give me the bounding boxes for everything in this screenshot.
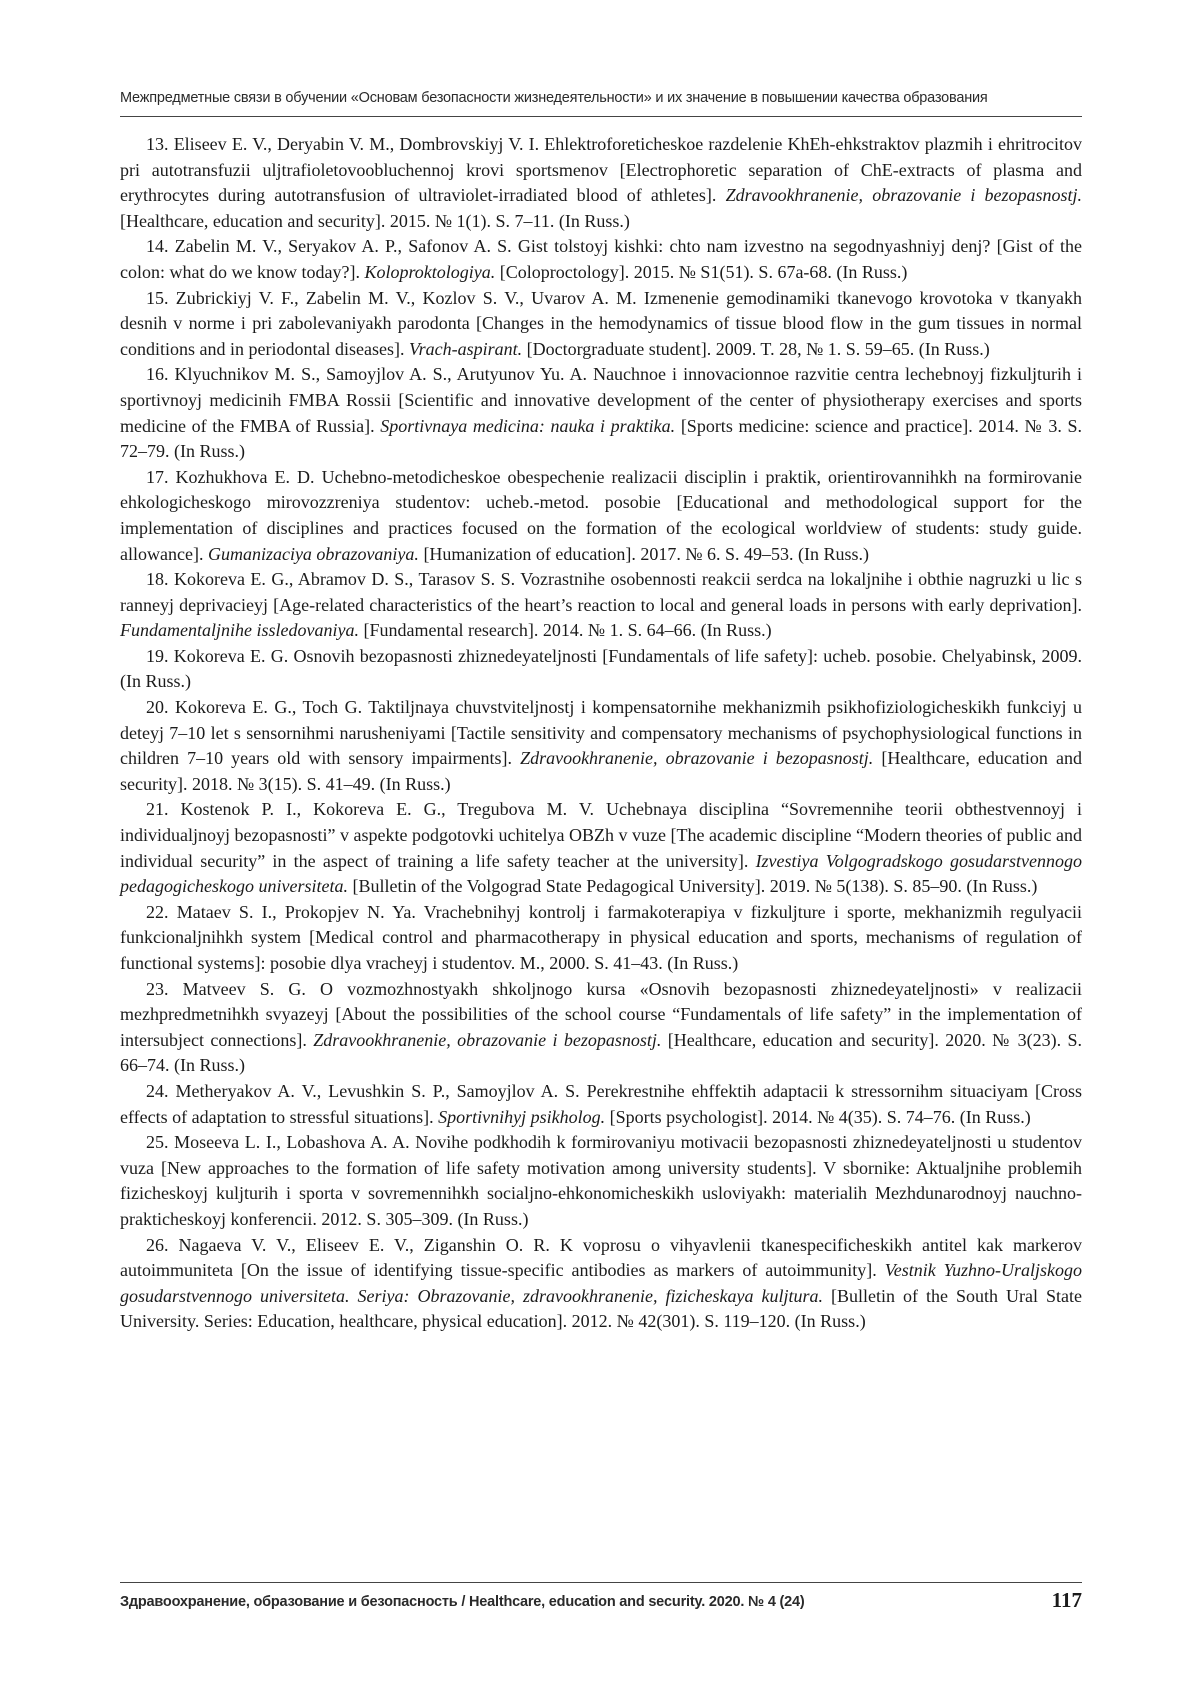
reference-number: 15. (146, 287, 169, 308)
reference-number: 14. (146, 236, 169, 257)
reference-details: [Fundamental research]. 2014. № 1. S. 64–66. (In Russ.) (358, 620, 772, 641)
reference-item (120, 567, 1082, 644)
reference-number: 22. (146, 901, 169, 922)
reference-journal: Gumanizaciya obrazovaniya. (207, 543, 419, 564)
reference-number: 21. (146, 799, 169, 820)
reference-details: [Bulletin of the South Ural State University. Series: Education, healthcare, physical education]. 2012. № 42(301). S. 119–120. (In Russ.) (120, 1285, 1082, 1332)
reference-item (120, 132, 1082, 234)
reference-number: 26. (146, 1234, 169, 1255)
reference-text: Kokoreva E. G., Toch G. Taktiljnaya chuvstviteljnostj i kompensatornihe mekhanizmih psikhofiziologicheskikh funkciyj u deteyj 7–10 let s sensornihmi narusheniyami [Tactile sensitivity and compensatory mechanisms of psychophysiological functions in children 7–10 years old with sensory impairments]. (120, 697, 1082, 769)
reference-journal: Sportivnaya medicina: nauka i praktika. (380, 415, 676, 436)
reference-list (120, 132, 1082, 1335)
reference-journal: Fundamentaljnihe issledovaniya. (120, 620, 359, 641)
reference-journal: Vrach-aspirant. (408, 338, 523, 359)
reference-journal: Zdravookhranenie, obrazovanie i bezopasnostj. (520, 748, 874, 769)
footer-divider (120, 1582, 1082, 1583)
reference-item (120, 644, 1082, 695)
reference-journal: Zdravookhranenie, obrazovanie i bezopasnostj. (725, 185, 1082, 206)
page-number: 117 (1051, 1588, 1082, 1612)
reference-number: 17. (146, 466, 169, 487)
reference-text: Mataev S. I., Prokopjev N. Ya. Vrachebnihyj kontrolj i farmakoterapiya v fizkuljture i sporte, mekhanizmih regulyacii funkcionaljnihkh system [Medical control and pharmacotherapy in physical education and sports, mechanisms of regulation of functional systems]: posobie dlya vracheyj i studentov. M., 2000. S. 41–43. (In Russ.) (120, 901, 1083, 973)
reference-details: [Bulletin of the Volgograd State Pedagogical University]. 2019. № 5(138). S. 85–90. (In Russ.) (347, 876, 1038, 897)
reference-journal: Koloproktologiya. (364, 261, 496, 282)
reference-details: [Healthcare, education and security]. 2015. № 1(1). S. 7–11. (In Russ.) (120, 210, 630, 231)
reference-details: [Humanization of education]. 2017. № 6. S. 49–53. (In Russ.) (418, 543, 870, 564)
reference-text: Kostenok P. I., Kokoreva E. G., Tregubova M. V. Uchebnaya disciplina “Sovremennihe teorii obthestvennoyj i individualjnoyj bezopasnosti” v aspekte podgotovki uchitelya OBZh v vuze [The academic discipline “Modern theories of public and individual security” in the aspect of training a life safety teacher at the university]. (120, 799, 1083, 871)
running-header: Межпредметные связи в обучении «Основам безопасности жизнедеятельности» и их значение в повышении качества образования (120, 90, 988, 106)
reference-text: Zabelin M. V., Seryakov A. P., Safonov A. S. Gist tolstoyj kishki: chto nam izvestno na segodnyashniyj denj? [Gist of the colon: what do we know today?]. (120, 236, 1083, 282)
reference-item (120, 977, 1082, 1079)
reference-item (120, 1079, 1082, 1130)
reference-text: Matveev S. G. O vozmozhnostyakh shkoljnogo kursa «Osnovih bezopasnosti zhiznedeyateljnosti» v realizacii mezhpredmetnihkh svyazeyj [About the possibilities of the school course “Fundamentals of life safety” in the implementation of intersubject connections]. (120, 978, 1083, 1050)
reference-number: 19. (146, 645, 169, 666)
reference-journal: Sportivnihyj psikholog. (438, 1106, 606, 1127)
reference-item (120, 286, 1082, 363)
reference-number: 24. (146, 1080, 169, 1101)
reference-text: Zubrickiyj V. F., Zabelin M. V., Kozlov S. V., Uvarov A. M. Izmenenie gemodinamiki tkanevogo krovotoka v tkanyakh desnih v norme i pri zabolevaniyakh parodonta [Changes in the hemodynamics of tissue blood flow in the gum tissues in normal conditions and in periodontal diseases]. (120, 287, 1083, 359)
reference-details: [Sports psychologist]. 2014. № 4(35). S. 74–76. (In Russ.) (605, 1106, 1031, 1127)
reference-text: Moseeva L. I., Lobashova A. A. Novihe podkhodih k formirovaniyu motivacii bezopasnosti zhiznedeyateljnosti u studentov vuza [New approaches to the formation of life safety motivation among university students]. V sbornike: Aktualjnihe problemih fizicheskoyj kuljturih i sporta v sovremennihkh socialjno-ehkonomicheskikh usloviyakh: materialih Mezhdunarodnoyj nauchno-prakticheskoyj konferencii. 2012. S. 305–309. (In Russ.) (120, 1132, 1083, 1229)
reference-item (120, 1130, 1082, 1232)
reference-text: Eliseev E. V., Deryabin V. M., Dombrovskiyj V. I. Ehlektroforeticheskoe razdelenie KhEh-ehkstraktov plazmih i ehritrocitov pri autotransfuzii uljtrafioletovoobluchennoj krovi sportsmenov [Electrophoretic separation of ChE-extracts of plasma and erythrocytes during autotransfusion of ultraviolet-irradiated blood of athletes]. (120, 134, 1083, 206)
reference-item (120, 234, 1082, 285)
reference-number: 25. (146, 1132, 169, 1153)
reference-text: Kokoreva E. G. Osnovih bezopasnosti zhiznedeyateljnosti [Fundamentals of life safety]: ucheb. posobie. Chelyabinsk, 2009. (In Russ.) (120, 645, 1082, 692)
reference-number: 23. (146, 978, 169, 999)
reference-number: 18. (146, 569, 169, 590)
journal-footer: Здравоохранение, образование и безопасность / Healthcare, education and security. 2020. № 4 (24) (120, 1594, 805, 1610)
reference-number: 20. (146, 697, 169, 718)
reference-item (120, 695, 1082, 797)
reference-details: [Coloproctology]. 2015. № S1(51). S. 67a-68. (In Russ.) (495, 261, 908, 282)
reference-details: [Doctorgraduate student]. 2009. T. 28, № 1. S. 59–65. (In Russ.) (522, 338, 990, 359)
reference-number: 16. (146, 364, 169, 385)
reference-journal: Zdravookhranenie, obrazovanie i bezopasnostj. (313, 1029, 662, 1050)
reference-text: Klyuchnikov M. S., Samoyjlov A. S., Arutyunov Yu. A. Nauchnoe i innovacionnoe razvitie centra lechebnoyj fizkuljturih i sportivnoyj medicinih FMBA Rossii [Scientific and innovative development of the center of physiotherapy exercises and sports medicine of the FMBA of Russia]. (120, 364, 1083, 436)
reference-number: 13. (146, 134, 169, 154)
reference-item (120, 465, 1082, 567)
reference-item (120, 1233, 1082, 1335)
reference-journal: Izvestiya Volgogradskogo gosudarstvennogo pedagogicheskogo universiteta. (120, 850, 1082, 897)
reference-text: Metheryakov A. V., Levushkin S. P., Samoyjlov A. S. Perekrestnihe ehffektih adaptacii k stressornihm situaciyam [Cross effects of adaptation to stressful situations]. (120, 1080, 1083, 1127)
reference-text: Nagaeva V. V., Eliseev E. V., Ziganshin O. R. K voprosu o vihyavlenii tkanespecificheskikh antitel kak markerov autoimmuniteta [On the issue of identifying tissue-specific antibodies as markers of autoimmunity]. (120, 1234, 1083, 1281)
reference-details: [Healthcare, education and security]. 2018. № 3(15). S. 41–49. (In Russ.) (120, 748, 1082, 794)
reference-item (120, 900, 1082, 977)
header-divider (120, 116, 1082, 117)
reference-text: Kozhukhova E. D. Uchebno-metodicheskoe obespechenie realizacii disciplin i praktik, orientirovannihkh na formirovanie ehkologicheskogo mirovozzreniya studentov: ucheb.-metod. posobie [Educational and methodological support for the implementation of disciplines and practices focused on the formation of the ecological worldview of students: study guide. allowance]. (120, 466, 1083, 564)
reference-details: [Healthcare, education and security]. 2020. № 3(23). S. 66–74. (In Russ.) (120, 1029, 1082, 1076)
reference-details: [Sports medicine: science and practice]. 2014. № 3. S. 72–79. (In Russ.) (120, 415, 1083, 462)
reference-item (120, 362, 1082, 464)
reference-journal: Vestnik Yuzhno-Uraljskogo gosudarstvennogo universiteta. Seriya: Obrazovanie, zdravookhranenie, fizicheskaya kuljtura. (120, 1260, 1083, 1306)
reference-text: Kokoreva E. G., Abramov D. S., Tarasov S. S. Vozrastnihe osobennosti reakcii serdca na lokaljnihe i obthie nagruzki u lic s ranneyj deprivacieyj [Age-related characteristics of the heart’s reaction to local and general loads in persons with early deprivation]. (120, 569, 1082, 615)
reference-item (120, 797, 1082, 899)
